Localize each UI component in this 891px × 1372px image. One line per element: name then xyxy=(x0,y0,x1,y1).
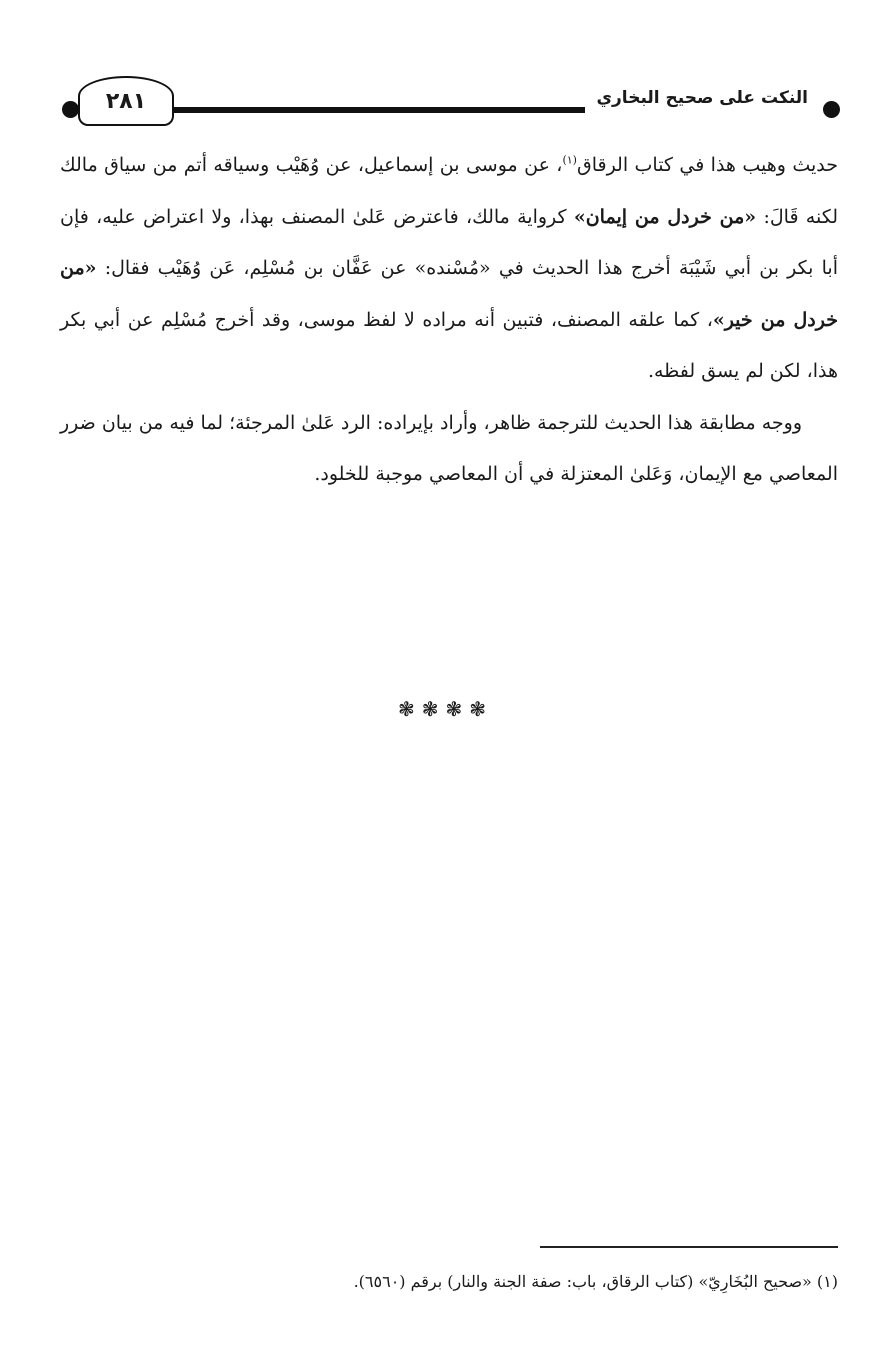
quoted-hadith-phrase-1: «من خردل من إيمان» xyxy=(573,205,757,228)
ornament-star-icon: ❃ xyxy=(421,697,446,721)
footnote-divider xyxy=(540,1246,838,1248)
paragraph-1-text-d: ، كما علقه المصنف، فتبين أنه مراده لا لفظ موسى، وقد أخرج مُسْلِم عن أبي بكر هذا، لكن لم يسق لفظه. xyxy=(60,308,838,382)
ornament-star-icon: ❃ xyxy=(469,697,494,721)
header-dot-left-icon xyxy=(62,101,79,118)
paragraph-2: ووجه مطابقة هذا الحديث للترجمة ظاهر، وأراد بإيراده: الرد عَلىٰ المرجئة؛ لما فيه من بيان ضرر المعاصي مع الإيمان، وَعَلىٰ المعتزلة في أن المعاصي موجبة للخلود. xyxy=(60,411,838,485)
paragraph-1-text-b: ، عن موسى بن إسماعيل، عن وُهَيْب وسياقه أتم من سياق مالك لكنه قَالَ: xyxy=(60,154,838,228)
running-header xyxy=(62,72,840,132)
ornament-star-icon: ❃ xyxy=(445,697,470,721)
paragraph-1 xyxy=(60,140,838,398)
running-title: النكت على صحيح البخاري xyxy=(596,88,808,108)
page-number-frame xyxy=(78,76,174,126)
paragraph-1-text-a: حديث وهيب هذا في كتاب الرقاق xyxy=(576,154,838,176)
page-number: ٢٨١ xyxy=(105,88,147,114)
footnote-reference[interactable]: (١) xyxy=(562,153,577,167)
main-text xyxy=(60,140,838,501)
footnote: (١) «صحيح البُخَارِيّ» (كتاب الرقاق، باب: صفة الجنة والنار) برقم (٦٥٦٠). xyxy=(353,1272,838,1291)
paragraph-1-text-c: كرواية مالك، فاعترض عَلىٰ المصنف بهذا، ولا اعتراض عليه، فإن أبا بكر بن أبي شَيْبَة أخرج هذا الحديث في «مُسْنده» عن عَفَّان بن مُسْلِم، عَن وُهَيْب فقال: xyxy=(60,205,838,279)
header-dot-right-icon xyxy=(823,101,840,118)
ornament-star-icon: ❃ xyxy=(397,697,422,721)
quoted-hadith-phrase-2: «من خردل من خير» xyxy=(60,257,838,331)
section-ornament xyxy=(0,697,891,721)
